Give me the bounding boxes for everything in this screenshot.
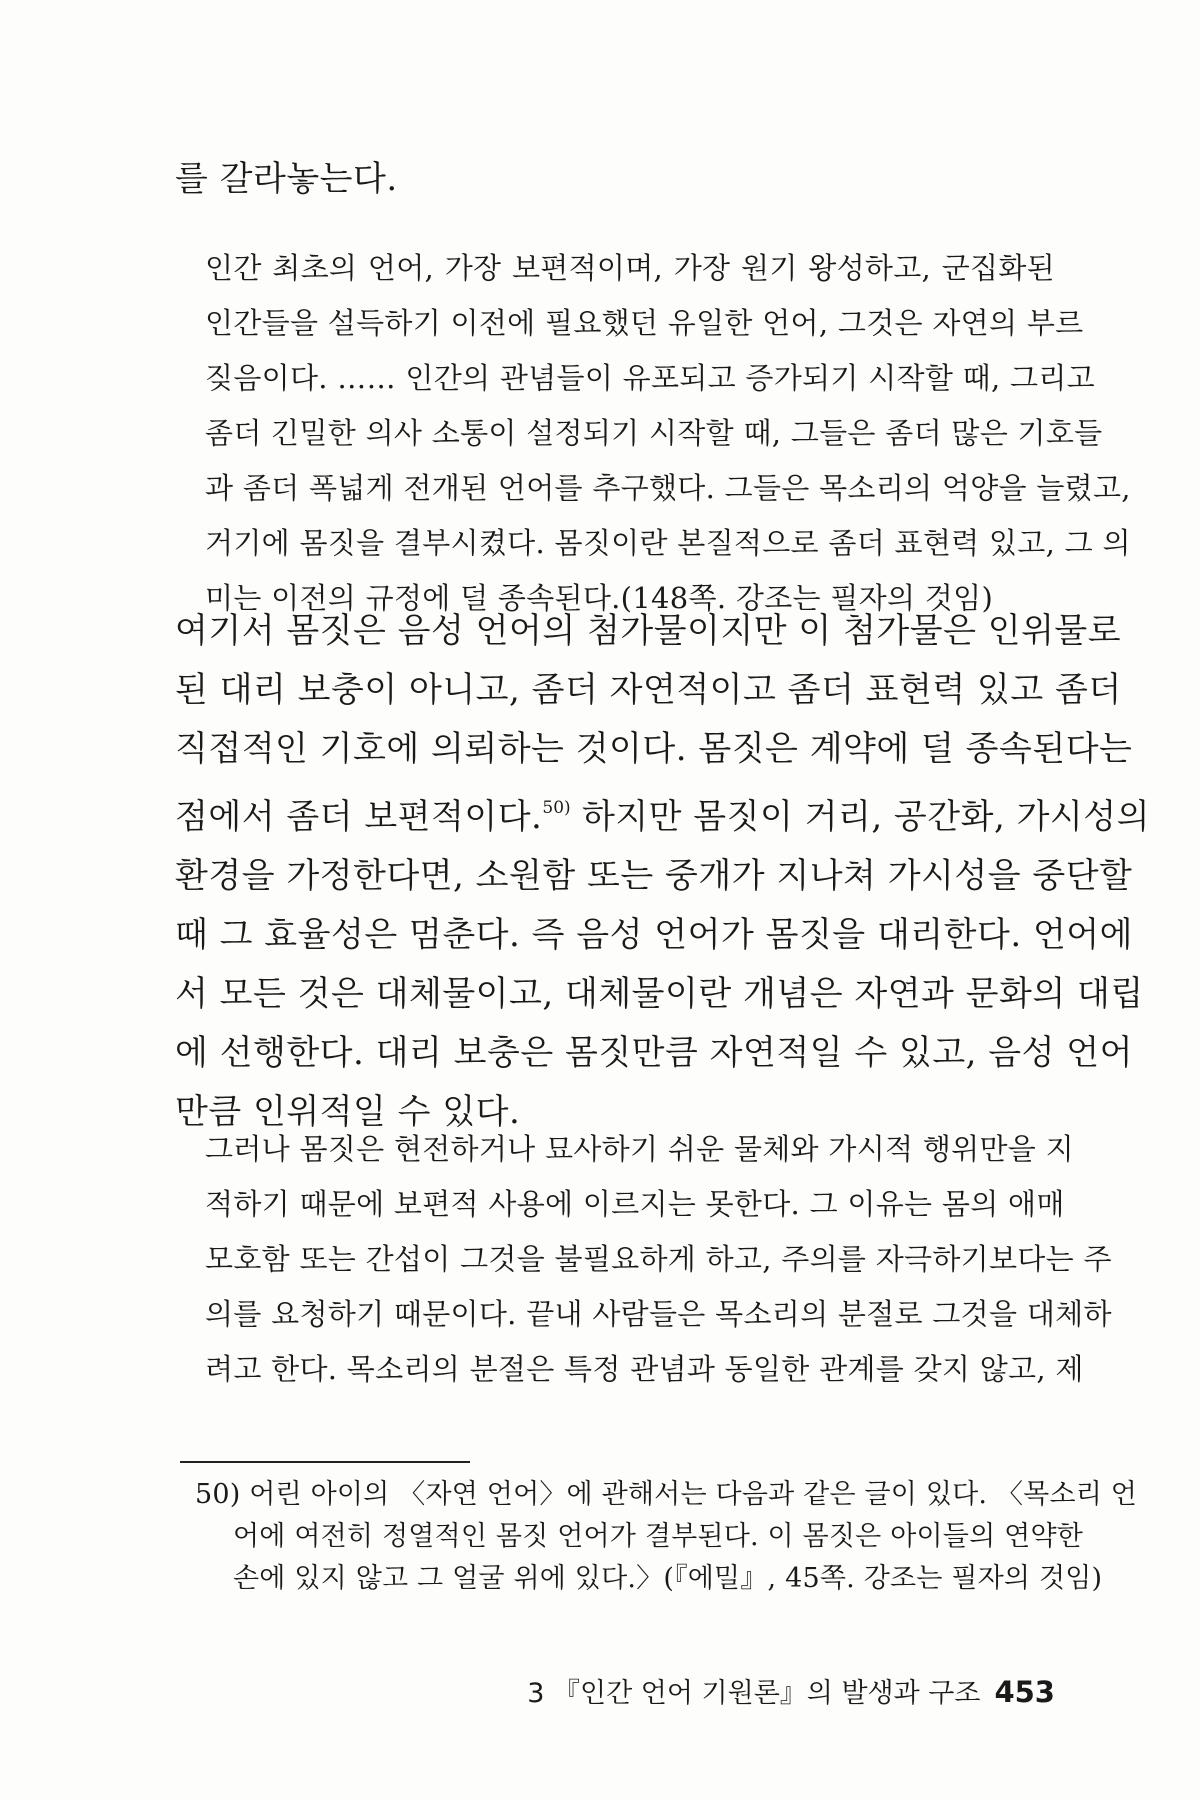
text-line-with-footnote-ref: [175, 779, 1150, 847]
text-line: 를 갈라놓는다.: [175, 159, 398, 199]
body-paragraph: [175, 602, 1150, 1142]
page-number: 453: [994, 1675, 1055, 1709]
text-segment: 점에서 좀더 보편적이다.: [175, 797, 543, 837]
text-segment: 하지만 몸짓이 거리, 공간화, 가시성의: [570, 797, 1150, 837]
text-line: 된 대리 보충이 아니고, 좀더 자연적이고 좀더 표현력 있고 좀더: [175, 670, 1122, 710]
text-line: 서 모든 것은 대체물이고, 대체물이란 개념은 자연과 문화의 대립: [175, 974, 1144, 1014]
quote-line: 의를 요청하기 때문이다. 끝내 사람들은 목소리의 분절로 그것을 대체하: [205, 1297, 1112, 1331]
quote-line: 려고 한다. 목소리의 분절은 특정 관념과 동일한 관계를 갖지 않고, 제: [205, 1352, 1084, 1386]
quote-line: 모호함 또는 간섭이 그것을 불필요하게 하고, 주의를 자극하기보다는 주: [205, 1242, 1112, 1276]
quote-line: 짖음이다. …… 인간의 관념들이 유포되고 증가되기 시작할 때, 그리고: [205, 361, 1095, 395]
footnote-line: 어에 여전히 정열적인 몸짓 언어가 결부된다. 이 몸짓은 아이들의 연약한: [233, 1521, 1084, 1552]
footnote-line: 손에 있지 않고 그 얼굴 위에 있다.〉(『에밀』, 45쪽. 강조는 필자의 것임): [233, 1563, 1103, 1594]
text-line: 환경을 가정한다면, 소원함 또는 중개가 지나쳐 가시성을 중단할: [175, 856, 1133, 896]
quote-line: 인간 최초의 언어, 가장 보편적이며, 가장 원기 왕성하고, 군집화된: [205, 251, 1055, 285]
block-quote-rousseau-2: [205, 1122, 1112, 1397]
block-quote-rousseau-1: [205, 241, 1131, 626]
text-line: 에 선행한다. 대리 보충은 몸짓만큼 자연적일 수 있고, 음성 언어: [175, 1033, 1133, 1073]
opening-text: [175, 150, 1055, 209]
footnote-reference: 50): [542, 798, 571, 818]
footnote-line: 50) 어린 아이의 〈자연 언어〉에 관해서는 다음과 같은 글이 있다. 〈목소리 언: [195, 1479, 1138, 1510]
quote-line: 적하기 때문에 보편적 사용에 이르지는 못한다. 그 이유는 몸의 애매: [205, 1187, 1065, 1221]
footnote-50: [195, 1474, 1138, 1600]
quote-line: 거기에 몸짓을 결부시켰다. 몸짓이란 본질적으로 좀더 표현력 있고, 그 의: [205, 526, 1131, 560]
text-line: 여기서 몸짓은 음성 언어의 첨가물이지만 이 첨가물은 인위물로: [175, 611, 1122, 651]
footnote-divider: [180, 1461, 470, 1463]
text-line: 직접적인 기호에 의뢰하는 것이다. 몸짓은 계약에 덜 종속된다는: [175, 729, 1133, 769]
text-line: 만큼 인위적일 수 있다.: [175, 1092, 521, 1132]
text-line: 때 그 효율성은 멈춘다. 즉 음성 언어가 몸짓을 대리한다. 언어에: [175, 915, 1133, 955]
chapter-title: 3 『인간 언어 기원론』의 발생과 구조: [527, 1678, 981, 1709]
quote-line: 인간들을 설득하기 이전에 필요했던 유일한 언어, 그것은 자연의 부르: [205, 306, 1084, 340]
quote-line: 그러나 몸짓은 현전하거나 묘사하기 쉬운 물체와 가시적 행위만을 지: [205, 1132, 1074, 1166]
quote-line: 과 좀더 폭넓게 전개된 언어를 추구했다. 그들은 목소리의 억양을 늘렸고,: [205, 471, 1131, 505]
quote-line: 좀더 긴밀한 의사 소통이 설정되기 시작할 때, 그들은 좀더 많은 기호들: [205, 416, 1103, 450]
quote-line: 미는 이전의 규정에 덜 종속된다.(148쪽. 강조는 필자의 것임): [205, 581, 994, 615]
running-footer: [527, 1672, 1055, 1714]
